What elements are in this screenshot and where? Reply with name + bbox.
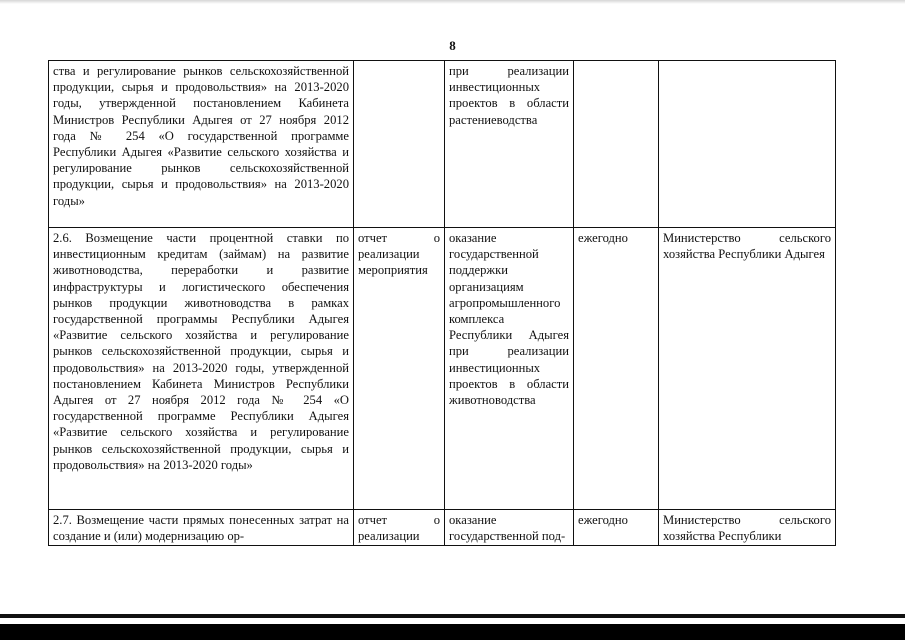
measures-table — [48, 60, 836, 546]
result-text: оказание государственной под- — [449, 513, 566, 544]
period-cell — [574, 510, 659, 546]
executor-cell — [659, 61, 836, 228]
period-text: ежегодно — [578, 513, 628, 527]
scan-border-line — [0, 614, 905, 618]
executor-cell — [659, 228, 836, 510]
result-text: оказание государственной поддержки организациям агропромышленного комплекса Республики Адыгея при реализации инвестиционных проектов в области животноводства — [449, 231, 569, 408]
result-cell — [445, 510, 574, 546]
period-cell — [574, 228, 659, 510]
measure-cell — [49, 228, 354, 510]
executor-text: Министерство сельского хозяйства Республики Адыгея — [663, 231, 831, 262]
scan-border-bar — [0, 624, 905, 640]
scan-edge — [0, 0, 905, 4]
form-cell — [354, 510, 445, 546]
result-text: при реализации инвестиционных проектов в области растениеводства — [449, 64, 569, 127]
period-cell — [574, 61, 659, 228]
form-text: отчет о реализации мероприятия — [358, 231, 440, 278]
form-text: отчет о реализации — [358, 513, 440, 544]
table-row — [49, 228, 836, 510]
measure-text: ства и регулирование рынков сельскохозяйственной продукции, сырья и продовольствия» на 2013-2020 годы, утвержденной постановлением Кабинета Министров Республики Адыгея от 27 ноября 2012 года № 254 «О государственной программе Республики Адыгея «Развитие сельского хозяйства и регулирование рынков сельскохозяйственной продукции, сырья и продовольствия» на 2013-2020 годы» — [53, 64, 349, 208]
measure-cell — [49, 61, 354, 228]
table-row — [49, 510, 836, 546]
table-row — [49, 61, 836, 228]
executor-cell — [659, 510, 836, 546]
period-text: ежегодно — [578, 231, 628, 245]
form-cell — [354, 228, 445, 510]
result-cell — [445, 61, 574, 228]
page-number: 8 — [449, 38, 456, 53]
measure-text: 2.6. Возмещение части процентной ставки по инвестиционным кредитам (займам) на развитие животноводства, переработки и развитие инфраструктуры и логистического обеспечения рынков продукции животноводства в рамках государственной программы Республики Адыгея «Развитие сельского хозяйства и регулирование рынков сельскохозяйственной продукции, сырья и продовольствия» на 2013-2020 годы, утвержденной постановлением Кабинета Министров Республики Адыгея от 27 ноября 2012 года № 254 «О государственной программе Республики Адыгея «Развитие сельского хозяйства и регулирование рынков сельскохозяйственной продукции, сырья и продовольствия» на 2013-2020 годы» — [53, 231, 349, 472]
executor-text: Министерство сельского хозяйства Республики — [663, 513, 831, 544]
measure-text: 2.7. Возмещение части прямых понесенных затрат на создание и (или) модернизацию ор- — [53, 513, 349, 544]
measure-cell — [49, 510, 354, 546]
result-cell — [445, 228, 574, 510]
form-cell — [354, 61, 445, 228]
